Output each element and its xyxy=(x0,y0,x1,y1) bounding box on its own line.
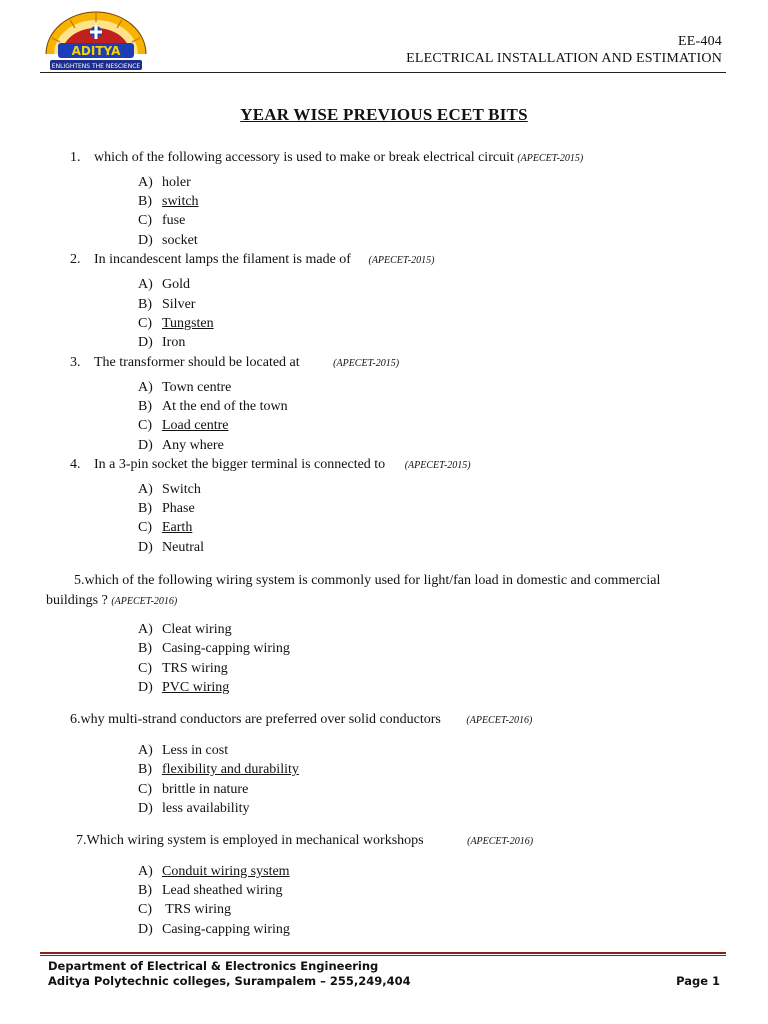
option-answer: B) switch xyxy=(138,194,199,209)
header-divider xyxy=(40,72,726,73)
page-title: YEAR WISE PREVIOUS ECET BITS xyxy=(240,105,528,124)
option: C) fuse xyxy=(138,213,186,228)
option-answer: C) Tungsten xyxy=(138,316,214,331)
question-text: which of the following accessory is used to make or break electrical circuit xyxy=(94,150,514,165)
exam-ref: (APECET-2016) xyxy=(111,596,178,607)
option: A) Town centre xyxy=(138,380,232,395)
question-text: In a 3-pin socket the bigger terminal is connected to xyxy=(94,457,386,472)
option: B) At the end of the town xyxy=(138,399,288,414)
option: D) Casing-capping wiring xyxy=(138,922,290,937)
option: D) Iron xyxy=(138,335,186,350)
question-text: 7.Which wiring system is employed in mechanical workshops xyxy=(76,833,424,848)
svg-text:ENLIGHTENS THE NESCIENCE: ENLIGHTENS THE NESCIENCE xyxy=(51,63,141,70)
exam-ref: (APECET-2016) xyxy=(467,836,534,847)
option: B) Lead sheathed wiring xyxy=(138,883,283,898)
question-text: The transformer should be located at xyxy=(94,355,300,370)
question-6 xyxy=(70,712,532,728)
option: A) Cleat wiring xyxy=(138,622,232,637)
option: C) TRS wiring xyxy=(138,661,228,676)
option: B) Phase xyxy=(138,501,195,516)
question-number: 4. xyxy=(70,457,81,472)
option: D) less availability xyxy=(138,801,250,816)
option: D) socket xyxy=(138,233,198,248)
option: B) Casing-capping wiring xyxy=(138,641,290,656)
option-answer: C) Earth xyxy=(138,520,193,535)
question-5 xyxy=(46,571,686,612)
option: D) Neutral xyxy=(138,540,204,555)
question-text: 5.which of the following wiring system is commonly used for light/fan load in domestic and commercial buildings ? xyxy=(46,573,661,608)
option: A) Less in cost xyxy=(138,743,229,758)
option: C) TRS wiring xyxy=(138,902,231,917)
footer-department: Department of Electrical & Electronics Engineering xyxy=(48,959,379,973)
question-7 xyxy=(76,833,533,849)
exam-ref: (APECET-2015) xyxy=(517,153,584,164)
exam-ref: (APECET-2015) xyxy=(333,358,400,369)
option: A) Gold xyxy=(138,277,190,292)
question-number: 3. xyxy=(70,355,81,370)
option-answer: B) flexibility and durability xyxy=(138,762,299,777)
option: C) brittle in nature xyxy=(138,782,249,797)
exam-ref: (APECET-2016) xyxy=(466,715,533,726)
course-code: EE-404 xyxy=(678,34,722,49)
question-3 xyxy=(70,355,399,371)
option-answer: C) Load centre xyxy=(138,418,229,433)
option: D) Any where xyxy=(138,438,224,453)
question-text: In incandescent lamps the filament is made of xyxy=(94,252,351,267)
question-1 xyxy=(70,150,583,166)
footer-divider xyxy=(40,952,726,954)
option: A) Switch xyxy=(138,482,201,497)
option-answer: D) PVC wiring xyxy=(138,680,230,695)
option-answer: A) Conduit wiring system xyxy=(138,864,290,879)
aditya-logo xyxy=(40,8,152,74)
question-2 xyxy=(70,252,434,268)
footer-divider-thin xyxy=(40,955,726,956)
page-number: Page 1 xyxy=(676,974,720,988)
question-number: 2. xyxy=(70,252,81,267)
subject-title: ELECTRICAL INSTALLATION AND ESTIMATION xyxy=(406,51,722,66)
option: B) Silver xyxy=(138,297,196,312)
question-text: 6.why multi-strand conductors are preferred over solid conductors xyxy=(70,712,441,727)
question-number: 1. xyxy=(70,150,81,165)
svg-text:ADITYA: ADITYA xyxy=(71,44,121,58)
exam-ref: (APECET-2015) xyxy=(368,255,435,266)
footer-college: Aditya Polytechnic colleges, Surampalem – 255,249,404 xyxy=(48,974,411,988)
question-4 xyxy=(70,457,471,473)
option: A) holer xyxy=(138,175,191,190)
exam-ref: (APECET-2015) xyxy=(404,460,471,471)
